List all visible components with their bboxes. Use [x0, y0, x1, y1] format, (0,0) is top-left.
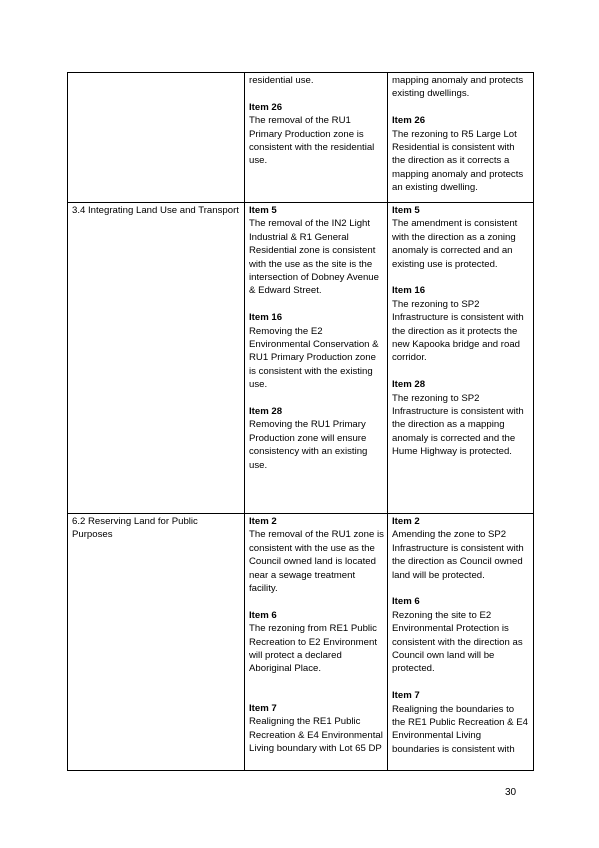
direction-label: 6.2 Reserving Land for Public Purposes [72, 516, 198, 541]
page-number: 30 [505, 787, 517, 798]
item-block [249, 204, 384, 298]
item-title: Item 2 [392, 516, 420, 527]
item-title: Item 2 [249, 516, 277, 527]
item-text: Realigning the RE1 Public Recreation & E4 Environmental Living boundary with Lot 65 DP [249, 716, 383, 755]
item-title: Item 5 [392, 205, 420, 216]
item-block [392, 284, 530, 364]
item-title: Item 7 [249, 702, 277, 714]
item-text: The rezoning from RE1 Public Recreation to E2 Environment will protect a declared Aboriginal Place. [249, 623, 377, 675]
item-title: Item 5 [249, 205, 277, 216]
direction-label: 3.4 Integrating Land Use and Transport [72, 205, 239, 216]
item-text: Amending the zone to SP2 Infrastructure is consistent with the direction as Council owned land will be protected. [392, 529, 524, 581]
item-text: The removal of the RU1 Primary Production zone is consistent with the residential use. [249, 115, 375, 167]
consistency-cell [388, 203, 534, 514]
direction-cell [68, 73, 245, 203]
table-row [68, 73, 534, 203]
item-text: The rezoning to R5 Large Lot Residential is consistent with the direction as it corrects a mapping anomaly and protects an existing dwelling. [392, 128, 524, 194]
item-block [392, 204, 530, 271]
consistency-cell [388, 514, 534, 771]
item-title: Item 7 [392, 690, 420, 702]
item-text: residential use. [249, 75, 314, 86]
item-title: Item 6 [249, 609, 277, 621]
item-block [249, 311, 384, 391]
item-block [392, 595, 530, 675]
item-block [392, 74, 530, 101]
item-block [249, 609, 384, 676]
item-block [249, 515, 384, 595]
item-title: Item 16 [392, 285, 426, 297]
item-text: Realigning the boundaries to the RE1 Public Recreation & E4 Environmental Living boundaries is consistent with [392, 703, 528, 755]
item-text: mapping anomaly and protects existing dwellings. [392, 75, 524, 100]
item-text: Rezoning the site to E2 Environmental Protection is consistent with the direction as Council own land will be protected. [392, 609, 523, 675]
comment-cell [245, 73, 388, 203]
item-text: Removing the RU1 Primary Production zone will ensure consistency with an existing use. [249, 419, 368, 471]
item-block [392, 114, 530, 194]
item-title: Item 16 [249, 312, 283, 324]
item-block [249, 702, 384, 756]
comment-cell [245, 514, 388, 771]
item-title: Item 28 [249, 406, 283, 418]
item-block [249, 101, 384, 168]
item-block [392, 378, 530, 458]
item-text: The amendment is consistent with the direction as a zoning anomaly is corrected and an existing use is protected. [392, 218, 518, 270]
item-block [392, 689, 530, 756]
table-row [68, 203, 534, 514]
table-row [68, 514, 534, 771]
item-block [392, 515, 530, 582]
item-text: The removal of the RU1 zone is consistent with the use as the Council owned land is located near a sewage treatment facility. [249, 529, 384, 595]
item-text: The rezoning to SP2 Infrastructure is consistent with the direction as a mapping anomaly is corrected and the Hume Highway is protected. [392, 392, 524, 458]
item-title: Item 26 [249, 101, 283, 113]
comment-cell [245, 203, 388, 514]
consistency-cell [388, 73, 534, 203]
consistency-table [67, 72, 534, 771]
direction-cell [68, 514, 245, 771]
item-title: Item 26 [392, 115, 426, 127]
item-text: The removal of the IN2 Light Industrial & R1 General Residential zone is consistent with the use as the site is the intersection of Dobney Avenue & Edward Street. [249, 218, 379, 297]
item-text: The rezoning to SP2 Infrastructure is consistent with the direction as it protects the new Kapooka bridge and road corridor. [392, 298, 524, 364]
direction-cell [68, 203, 245, 514]
item-block [249, 405, 384, 472]
item-text: Removing the E2 Environmental Conservation & RU1 Primary Production zone is consistent with the existing use. [249, 325, 379, 391]
item-title: Item 6 [392, 596, 420, 608]
item-block [249, 74, 384, 87]
item-title: Item 28 [392, 379, 426, 391]
